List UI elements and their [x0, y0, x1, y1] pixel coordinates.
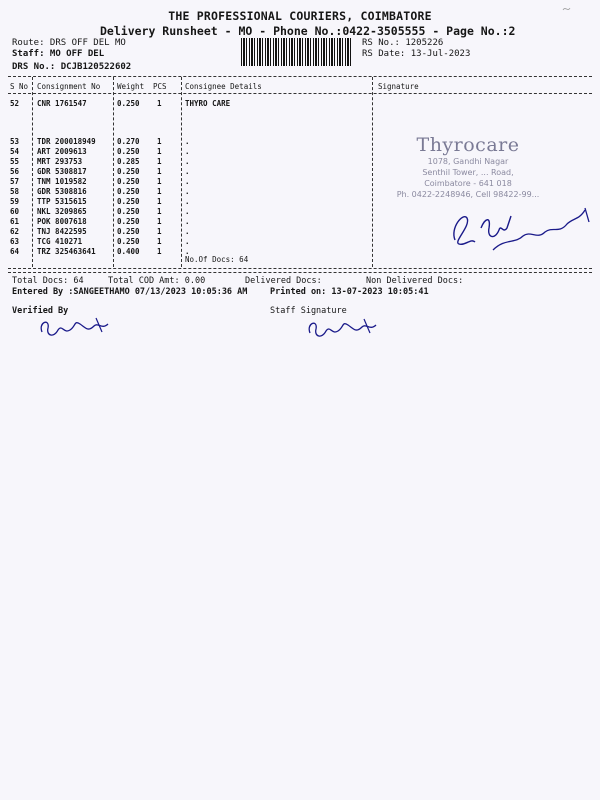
- table-cell-pcs: 1: [157, 147, 162, 156]
- table-cell-sno: 62: [10, 227, 20, 236]
- table-cell-pcs: 1: [157, 187, 162, 196]
- table-cell-pcs: 1: [157, 247, 162, 256]
- table-cell-sno: 54: [10, 147, 20, 156]
- column-divider: [113, 77, 114, 267]
- table-top-border: [8, 76, 592, 77]
- barcode: [241, 38, 353, 66]
- table-cell-weight: 0.250: [117, 177, 140, 186]
- stamp-line: Ph. 0422-2248946, Cell 98422-99...: [396, 190, 540, 199]
- stamp-line: Coimbatore - 641 018: [424, 179, 512, 188]
- table-cell-cno: TNM 1019582: [37, 177, 87, 186]
- table-cell-sno: 63: [10, 237, 20, 246]
- table-cell-pcs: 1: [157, 227, 162, 236]
- table-cell-details: .: [185, 237, 190, 246]
- table-cell-sno: 56: [10, 167, 20, 176]
- table-cell-weight: 0.250: [117, 187, 140, 196]
- page-title: THE PROFESSIONAL COURIERS, COIMBATORE: [168, 9, 432, 23]
- table-cell-details: .: [185, 187, 190, 196]
- table-cell-weight: 0.270: [117, 137, 140, 146]
- verified-by-label: Verified By: [12, 306, 69, 316]
- entered-by: Entered By :SANGEETHAMO 07/13/2023 10:05:36 AM: [12, 287, 248, 297]
- stamp-line: Senthil Tower, ... Road,: [422, 168, 514, 177]
- non-delivered-docs: Non Delivered Docs:: [366, 276, 464, 286]
- staff-signature: [304, 313, 384, 343]
- header-bottom-border: [8, 93, 592, 94]
- table-cell-pcs: 1: [157, 137, 162, 146]
- table-cell-cno: TDR 200018949: [37, 137, 96, 146]
- table-cell-weight: 0.250: [117, 167, 140, 176]
- table-cell-sno: 60: [10, 207, 20, 216]
- table-cell-cno: POK 8007618: [37, 217, 87, 226]
- table-cell-weight: 0.250: [117, 227, 140, 236]
- table-cell-pcs: 1: [157, 157, 162, 166]
- table-cell-details: .: [185, 147, 190, 156]
- table-cell-weight: 0.285: [117, 157, 140, 166]
- table-cell-weight: 0.250: [117, 147, 140, 156]
- table-cell-pcs: 1: [157, 99, 162, 108]
- table-cell-sno: 64: [10, 247, 20, 256]
- table-cell-weight: 0.250: [117, 197, 140, 206]
- drs-number: DRS No.: DCJB120522602: [12, 62, 132, 72]
- column-divider: [181, 77, 182, 267]
- route-label: Route: DRS OFF DEL MO: [12, 38, 126, 48]
- table-cell-details: .: [185, 247, 190, 256]
- printed-on: Printed on: 13-07-2023 10:05:41: [270, 287, 429, 297]
- footer-top-border: [8, 272, 592, 273]
- column-header-signature: Signature: [378, 82, 419, 91]
- table-cell-pcs: 1: [157, 217, 162, 226]
- stamp-line: 1078, Gandhi Nagar: [427, 157, 509, 166]
- table-cell-details: .: [185, 157, 190, 166]
- staff-signature-label: Staff Signature: [270, 306, 347, 316]
- column-divider: [32, 77, 33, 267]
- table-cell-details: .: [185, 227, 190, 236]
- runsheet-subtitle: Delivery Runsheet - MO - Phone No.:0422-3505555 - Page No.:2: [100, 24, 516, 38]
- table-cell-sno: 53: [10, 137, 20, 146]
- column-header-consignment: Consignment No: [37, 82, 101, 91]
- table-cell-cno: TCG 410271: [37, 237, 83, 246]
- table-cell-cno: CNR 1761547: [37, 99, 87, 108]
- table-cell-pcs: 1: [157, 177, 162, 186]
- table-cell-cno: GDR 5308817: [37, 167, 87, 176]
- table-cell-details: .: [185, 207, 190, 216]
- rs-date: RS Date: 13-Jul-2023: [362, 49, 471, 59]
- total-docs: Total Docs: 64: [12, 276, 84, 286]
- table-cell-details: .: [185, 197, 190, 206]
- table-cell-cno: ART 2009613: [37, 147, 87, 156]
- table-cell-sno: 57: [10, 177, 20, 186]
- table-cell-sno: 55: [10, 157, 20, 166]
- column-header-details: Consignee Details: [185, 82, 262, 91]
- no-of-docs: No.Of Docs: 64: [185, 255, 249, 264]
- table-cell-sno: 52: [10, 99, 20, 108]
- receiver-signature: [445, 198, 595, 263]
- staff-label: Staff: MO OFF DEL: [12, 49, 105, 59]
- table-cell-weight: 0.250: [117, 237, 140, 246]
- column-header-weight: Weight: [117, 82, 145, 91]
- table-cell-pcs: 1: [157, 197, 162, 206]
- column-header-pcs: PCS: [153, 82, 167, 91]
- total-cod-amount: Total COD Amt: 0.00: [108, 276, 206, 286]
- table-cell-weight: 0.250: [117, 207, 140, 216]
- table-cell-sno: 58: [10, 187, 20, 196]
- table-cell-cno: TNJ 8422595: [37, 227, 87, 236]
- stamp-brand: Thyrocare: [416, 134, 520, 156]
- table-cell-details: THYRO CARE: [185, 99, 231, 108]
- table-cell-pcs: 1: [157, 207, 162, 216]
- table-cell-cno: TRZ 325463641: [37, 247, 96, 256]
- delivered-docs: Delivered Docs:: [245, 276, 322, 286]
- table-cell-weight: 0.250: [117, 99, 140, 108]
- column-divider: [372, 77, 373, 267]
- table-cell-pcs: 1: [157, 237, 162, 246]
- table-cell-details: .: [185, 217, 190, 226]
- table-cell-weight: 0.400: [117, 247, 140, 256]
- table-cell-details: .: [185, 137, 190, 146]
- rs-number: RS No.: 1205226: [362, 38, 444, 48]
- table-cell-cno: GDR 5308816: [37, 187, 87, 196]
- column-header-sno: S No: [10, 82, 29, 91]
- table-cell-cno: NKL 3209865: [37, 207, 87, 216]
- table-cell-details: .: [185, 177, 190, 186]
- table-cell-sno: 59: [10, 197, 20, 206]
- table-cell-weight: 0.250: [117, 217, 140, 226]
- verifier-signature: [36, 312, 116, 342]
- table-cell-cno: TTP 5315615: [37, 197, 87, 206]
- table-cell-pcs: 1: [157, 167, 162, 176]
- table-cell-details: .: [185, 167, 190, 176]
- table-bottom-border: [8, 268, 592, 269]
- corner-mark-icon: [560, 4, 574, 14]
- table-cell-cno: MRT 293753: [37, 157, 83, 166]
- thyrocare-stamp: [393, 134, 543, 200]
- table-cell-sno: 61: [10, 217, 20, 226]
